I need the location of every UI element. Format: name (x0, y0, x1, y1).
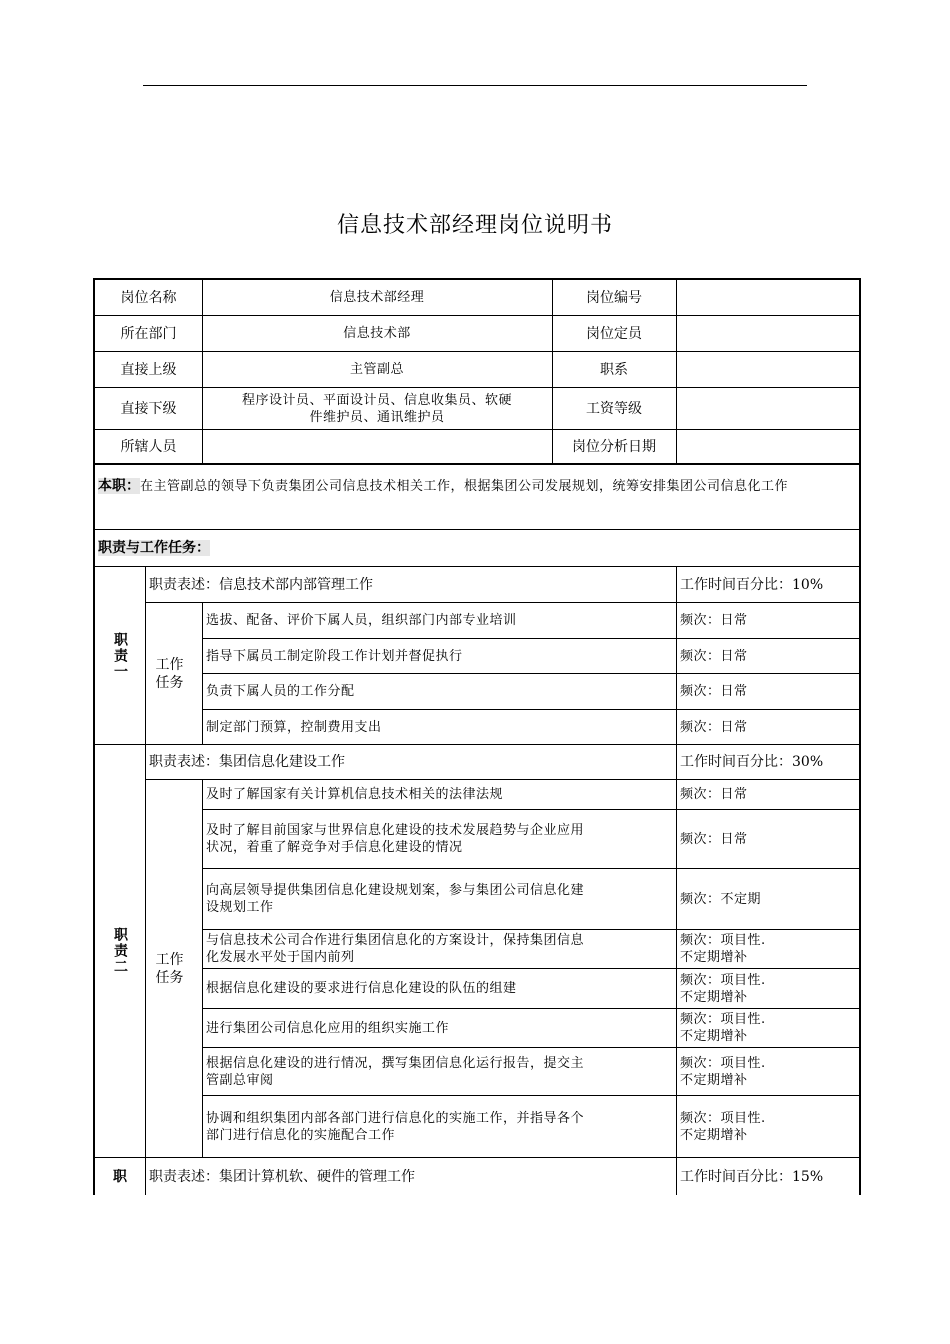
duty-1-task-label (145, 603, 202, 744)
duty-2-task (202, 930, 676, 968)
duty-2-task: 及时了解国家有关计算机信息技术相关的法律法规 (206, 787, 504, 802)
summary-text: 在主管副总的领导下负责集团公司信息技术相关工作，根据集团公司发展规划，统筹安排集团公司信息化工作 (140, 479, 789, 494)
duty-2-task (202, 1048, 676, 1095)
frequency-line-2: 不定期增补 (680, 1072, 748, 1088)
task-line-2: 设规划工作 (206, 900, 274, 915)
task-line-2: 管副总审阅 (206, 1072, 274, 1088)
duty-1-label (95, 567, 145, 744)
position-name-value: 信息技术部经理 (329, 290, 425, 305)
salary-grade-value (676, 388, 859, 429)
duty-3-label (95, 1158, 145, 1195)
duty-2-task-frequency: 频次：日常 (680, 831, 748, 847)
duty-3-description: 职责表述：集团计算机软、硬件的管理工作 (149, 1168, 415, 1185)
duty-2-task: 根据信息化建设的要求进行信息化建设的队伍的组建 (206, 981, 517, 996)
duty-2-description: 职责表述：集团信息化建设工作 (149, 754, 345, 770)
duty-1-task-frequency: 频次：日常 (680, 613, 748, 628)
headcount-label: 岗位定员 (586, 325, 642, 342)
frequency-line-2: 不定期增补 (680, 1029, 748, 1044)
duty-2-task (202, 869, 676, 929)
job-family-value (676, 352, 859, 387)
subordinates-line-1: 程序设计员、平面设计员、信息收集员、软硬 (241, 392, 512, 408)
duty-1-task-frequency: 频次：日常 (680, 684, 748, 699)
analysis-date-value (676, 430, 859, 463)
superior-value: 主管副总 (349, 362, 404, 377)
position-name-label: 岗位名称 (120, 289, 177, 306)
subordinates-label: 直接下级 (120, 400, 177, 417)
document-title: 信息技术部经理岗位说明书 (336, 213, 613, 238)
frequency-line-2: 不定期增补 (680, 1127, 748, 1143)
duty-2-task-label-text: 工作任务 (155, 951, 184, 986)
duty-1-task: 负责下属人员的工作分配 (206, 684, 355, 699)
frequency-line-1: 频次：项目性. (680, 1110, 766, 1126)
department-value: 信息技术部 (343, 326, 411, 341)
frequency-line-1: 频次：项目性. (680, 933, 766, 948)
frequency-line-1: 频次：项目性. (680, 972, 766, 988)
header-rule (143, 85, 807, 86)
duty-1-label-text: 职责一 (112, 631, 128, 680)
frequency-line-1: 频次：项目性. (680, 1012, 766, 1027)
duty-2-task (202, 810, 676, 868)
duty-3-time-percent: 工作时间百分比：15% (680, 1168, 824, 1185)
task-line-1: 及时了解目前国家与世界信息化建设的技术发展趋势与企业应用 (206, 823, 585, 838)
task-line-2: 化发展水平处于国内前列 (206, 950, 355, 965)
headcount-value (676, 316, 859, 351)
duty-1-time-percent: 工作时间百分比：10% (680, 576, 824, 593)
superior-label: 直接上级 (120, 361, 177, 378)
duty-2-task-frequency (676, 1096, 859, 1157)
duty-1-task-frequency: 频次：日常 (680, 648, 748, 664)
salary-grade-label: 工资等级 (586, 400, 642, 417)
frequency-line-2: 不定期增补 (680, 989, 748, 1005)
summary-label: 本职： (98, 478, 140, 494)
duty-2-task: 进行集团公司信息化应用的组织实施工作 (206, 1020, 450, 1036)
task-line-1: 与信息技术公司合作进行集团信息化的方案设计，保持集团信息 (206, 933, 585, 948)
duty-1-task: 指导下属员工制定阶段工作计划并督促执行 (206, 648, 463, 664)
managed-staff-value (202, 430, 552, 463)
job-summary (95, 477, 859, 517)
position-no-label: 岗位编号 (586, 289, 642, 306)
task-line-1: 协调和组织集团内部各部门进行信息化的实施工作，并指导各个 (206, 1110, 585, 1126)
position-no-value (676, 280, 859, 315)
duty-1-task-label-text: 工作任务 (155, 656, 184, 691)
subordinates-line-2: 件维护员、通讯维护员 (309, 409, 445, 425)
task-line-1: 向高层领导提供集团信息化建设规划案，参与集团公司信息化建 (206, 883, 585, 898)
duty-2-task (202, 1096, 676, 1157)
job-description-table (93, 278, 861, 1195)
duty-2-label (95, 745, 145, 1157)
duties-header-text: 职责与工作任务： (98, 540, 210, 556)
managed-staff-label: 所辖人员 (120, 438, 177, 455)
duty-2-task-frequency (676, 930, 859, 968)
duties-header (95, 539, 859, 559)
duty-2-task-frequency (676, 969, 859, 1008)
task-line-1: 根据信息化建设的进行情况，撰写集团信息化运行报告，提交主 (206, 1055, 585, 1071)
frequency-line-2: 不定期增补 (680, 950, 748, 965)
frequency-line-1: 频次：项目性. (680, 1055, 766, 1071)
duty-1-task: 选拔、配备、评价下属人员，组织部门内部专业培训 (206, 613, 517, 628)
job-family-label: 职系 (600, 361, 628, 378)
duty-1-task-frequency: 频次：日常 (680, 719, 748, 735)
task-line-2: 状况，着重了解竞争对手信息化建设的情况 (206, 840, 463, 855)
duty-2-task-frequency (676, 1048, 859, 1095)
duty-2-time-percent: 工作时间百分比：30% (680, 754, 824, 770)
duty-2-task-frequency (676, 1009, 859, 1047)
department-label: 所在部门 (120, 325, 177, 342)
subordinates-value (202, 388, 552, 429)
duty-2-task-frequency: 频次：不定期 (680, 891, 762, 907)
duty-3-label-text: 职 (113, 1168, 127, 1185)
duty-2-task-label (145, 780, 202, 1157)
task-line-2: 部门进行信息化的实施配合工作 (206, 1127, 396, 1143)
duty-1-task: 制定部门预算，控制费用支出 (206, 719, 382, 735)
duty-2-task-frequency: 频次：日常 (680, 787, 748, 802)
duty-2-label-text: 职责二 (112, 927, 128, 975)
duty-1-description: 职责表述：信息技术部内部管理工作 (149, 576, 373, 593)
analysis-date-label: 岗位分析日期 (572, 438, 656, 455)
